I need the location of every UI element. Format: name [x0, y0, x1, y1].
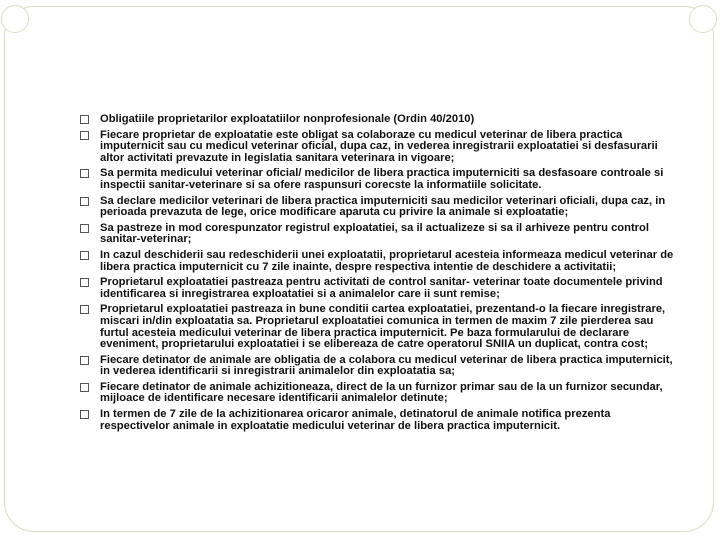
bullet-box-icon [80, 131, 89, 140]
bullet-item [80, 355, 680, 378]
bullet-box-icon [80, 169, 89, 178]
bullet-box-icon [80, 251, 89, 260]
bullet-text: Fiecare detinator de animale are obligatia de a colabora cu medicul veterinar de libera practica imputernicit, in vederea identificarii si inregistrarii animalelor din exploatatia sa; [100, 353, 673, 378]
frame-corner-curl-right [689, 5, 717, 33]
bullet-box-icon [80, 305, 89, 314]
bullet-item [80, 196, 680, 219]
bullet-item [80, 114, 680, 126]
bullet-text: Sa permita medicului veterinar oficial/ medicilor de libera practica imputerniciti sa desfasoare controale si inspectii sanitar-veterinare si sa ofere raspunsuri corecste la informatiile solicitate. [100, 167, 664, 191]
bullet-item [80, 250, 680, 273]
bullet-text: Obligatiile proprietarilor exploatatiilor nonprofesionale (Ordin 40/2010) [100, 113, 475, 125]
bullet-text: Fiecare detinator de animale achizitioneaza, direct de la un furnizor primar sau de la un furnizor secundar, mijloace de identificare necesare identificarii animalelor detinute; [100, 380, 663, 405]
bullet-box-icon [80, 356, 89, 365]
bullet-text: Sa pastreze in mod corespunzator registrul exploatatiei, sa il actualizeze si sa il arhiveze pentru control sanitar-veterinar; [100, 221, 649, 246]
bullet-text: Proprietarul exploatatiei pastreaza in bune conditii cartea exploatatiei, prezentand-o la fiecare inregistrare, miscari in/din exploatatia sa. Proprietarul exploatatiei comunica in termen de maxim 7 zile pierderea sau furtul acesteia medicului veterinar de libera practica imputernicit. Pe baza formularului de declarare eveniment, proprietarului exploatatiei i se elibereaza de catre operatorul SNIIA un duplicat, contra cost; [100, 303, 666, 351]
bullet-text: Proprietarul exploatatiei pastreaza pentru activitati de control sanitar- veterinar toate documentele privind identificarea si inregistrarea exploatatiei si a animalelor care ii sunt remise; [100, 276, 663, 300]
bullet-box-icon [80, 197, 89, 206]
bullet-box-icon [80, 115, 89, 124]
bullet-text: Sa declare medicilor veterinari de libera practica imputerniciti sau medicilor veterinari oficiali, dupa caz, in perioada prevazuta de lege, orice modificare aparuta cu privire la animale si exploatatie; [100, 194, 666, 219]
frame-corner-curl-left [1, 5, 29, 33]
bullet-item [80, 223, 680, 246]
bullet-text: Fiecare proprietar de exploatatie este obligat sa colaboraze cu medicul veterinar de libera practica imputernicit sau cu medicul veterinar oficial, dupa caz, in vederea inregistrarii exploatatiei si desfasurarii altor activitati prevazute in legislatia sanitara veterinara in vigoare; [100, 128, 658, 164]
bullet-item [80, 130, 680, 165]
bullet-text: In cazul deschiderii sau redeschiderii unei exploatatii, proprietarul acesteia informeaza medicul veterinar de libera practica imputernicit cu 7 zile inainte, despre respectiva intentie de deschidere a activitatii; [100, 248, 674, 273]
bullet-text: In termen de 7 zile de la achizitionarea oricaror animale, detinatorul de animale notifica prezenta respectivelor animale in exploatatie medicului veterinar de libera practica imputernicit. [100, 408, 611, 432]
bullet-item [80, 382, 680, 405]
bullet-item [80, 409, 680, 432]
bullet-box-icon [80, 224, 89, 233]
bullet-item [80, 168, 680, 191]
bullet-list [80, 114, 680, 436]
bullet-box-icon [80, 410, 89, 419]
bullet-box-icon [80, 383, 89, 392]
bullet-item [80, 277, 680, 300]
bullet-box-icon [80, 278, 89, 287]
bullet-item [80, 304, 680, 350]
